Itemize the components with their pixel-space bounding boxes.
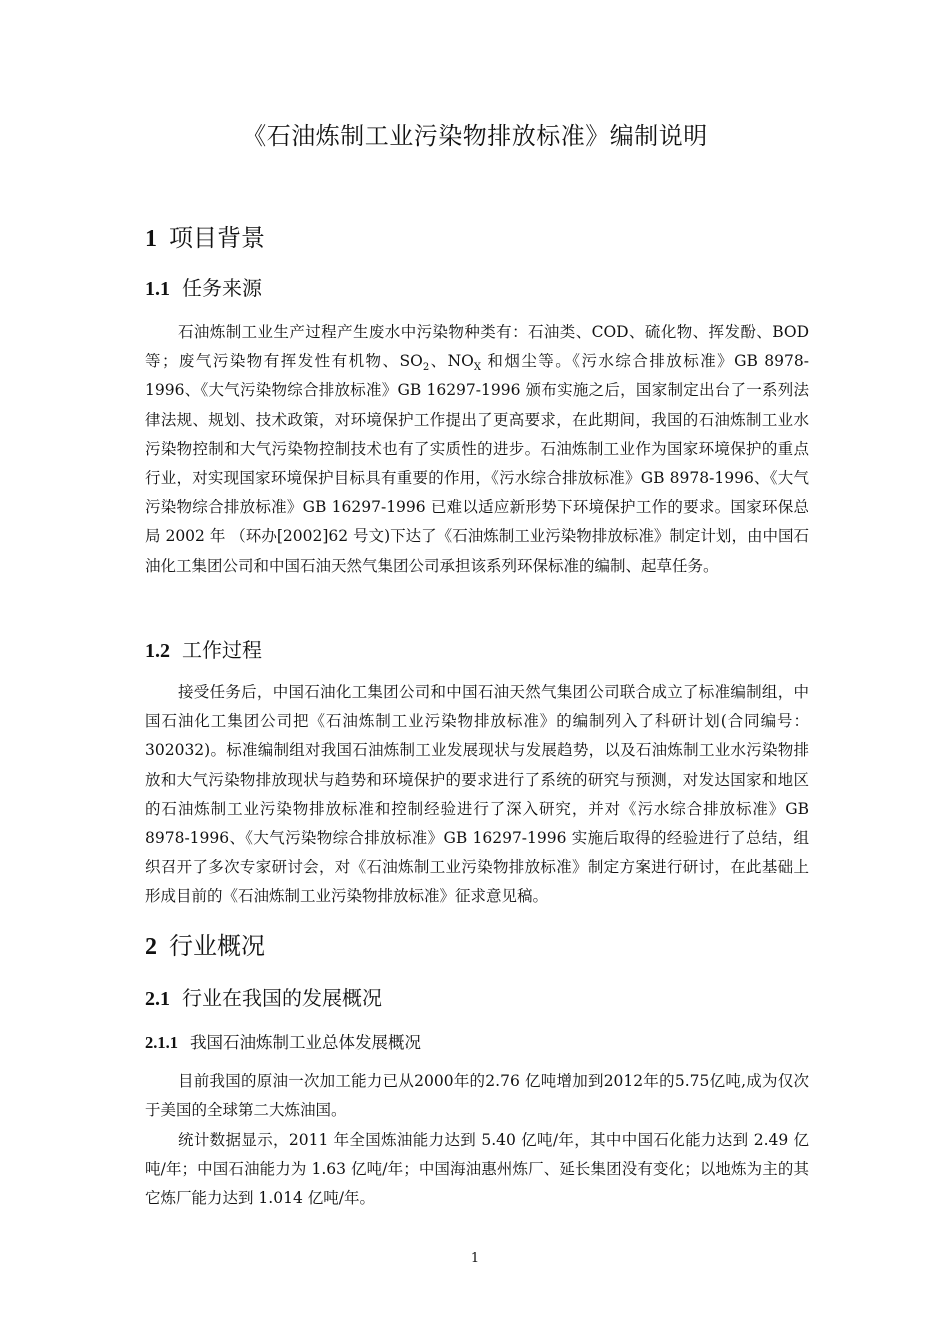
section-title: 行业概况 [169,932,265,960]
paragraph-text: 、NO [429,352,474,371]
section-heading-1-1 [145,272,262,301]
page-number: 1 [470,1251,480,1266]
subscript: 2 [422,362,430,374]
section-heading-2-1-1 [145,1029,421,1053]
subscript: X [473,362,482,374]
section-heading-2 [145,926,265,961]
section-title: 任务来源 [182,276,262,300]
paragraph-work-process: 接受任务后，中国石油化工集团公司和中国石油天然气集团公司联合成立了标准编制组，中国石油化工集团公司把《石油炼制工业污染物排放标准》的编制列入了科研计划(合同编号：302032)。标准编制组对我国石油炼制工业发展现状与发展趋势，以及石油炼制工业水污染物排放和大气污染物排放现状与趋势和环境保护的要求进行了系统的研究与预测，对发达国家和地区的石油炼制工业污染物排放标准和控制经验进行了深入研究，并对《污水综合排放标准》GB 8978-1996、《大气污染物综合排放标准》GB 16297-1996 实施后取得的经验进行了总结，组织召开了多次专家研讨会，对《石油炼制工业污染物排放标准》制定方案进行研讨，在此基础上形成目前的《石油炼制工业污染物排放标准》征求意见稿。 [145,683,809,906]
section-title: 我国石油炼制工业总体发展概况 [190,1033,421,1052]
paragraph-capacity-growth: 目前我国的原油一次加工能力已从2000年的2.76 亿吨增加到2012年的5.75亿吨,成为仅次于美国的全球第二大炼油国。 [145,1072,809,1120]
section-number: 1.1 [145,278,170,300]
paragraph-capacity-statistics: 统计数据显示，2011 年全国炼油能力达到 5.40 亿吨/年，其中中国石化能力达到 2.49 亿吨/年；中国石油能力为 1.63 亿吨/年；中国海油惠州炼厂、延长集团没有变化；以地炼为主的其它炼厂能力达到 1.014 亿吨/年。 [145,1131,809,1208]
paragraph-text: 石油炼制工业生产过程产生废水中污染物种类有：石油类、COD、硫化物、挥发酚、 [178,323,773,341]
section-number: 2.1.1 [145,1033,178,1052]
section-number: 1.2 [145,640,170,662]
section-heading-1 [145,218,265,253]
paragraph-task-source [145,318,809,581]
section-title: 项目背景 [169,224,265,252]
section-title: 行业在我国的发展概况 [182,986,382,1010]
section-heading-1-2 [145,634,262,663]
section-number: 2.1 [145,988,170,1010]
section-heading-2-1 [145,982,382,1011]
section-title: 工作过程 [182,638,262,662]
section-number: 2 [145,934,157,960]
paragraph-text: BOD 等；废气污染物有挥发性有机物、SO [145,323,809,371]
document-title: 《石油炼制工业污染物排放标准》编制说明 [242,122,708,150]
paragraph-text: 和烟尘等。《污水综合排放标准》GB 8978-1996、《大气污染物综合排放标准》GB 16297-1996 颁布实施之后，国家制定出台了一系列法律法规、规划、技术政策，对环境保护工作提出了更高要求，在此期间，我国的石油炼制工业水污染物控制和大气污染物控制技术也有了实质性的进步。石油炼制工业作为国家环境保护的重点行业，对实现国家环境保护目标具有重要的作用，《污水综合排放标准》GB 8978-1996、《大气污染物综合排放标准》GB 16297-1996 已难以适应新形势下环境保护工作的要求。国家环保总局 2002 年 （环办[2002]62 号文)下达了《石油炼制工业污染物排放标准》制定计划，由中国石油化工集团公司和中国石油天然气集团公司承担该系列环保标准的编制、起草任务。 [145,352,809,575]
section-number: 1 [145,226,157,252]
